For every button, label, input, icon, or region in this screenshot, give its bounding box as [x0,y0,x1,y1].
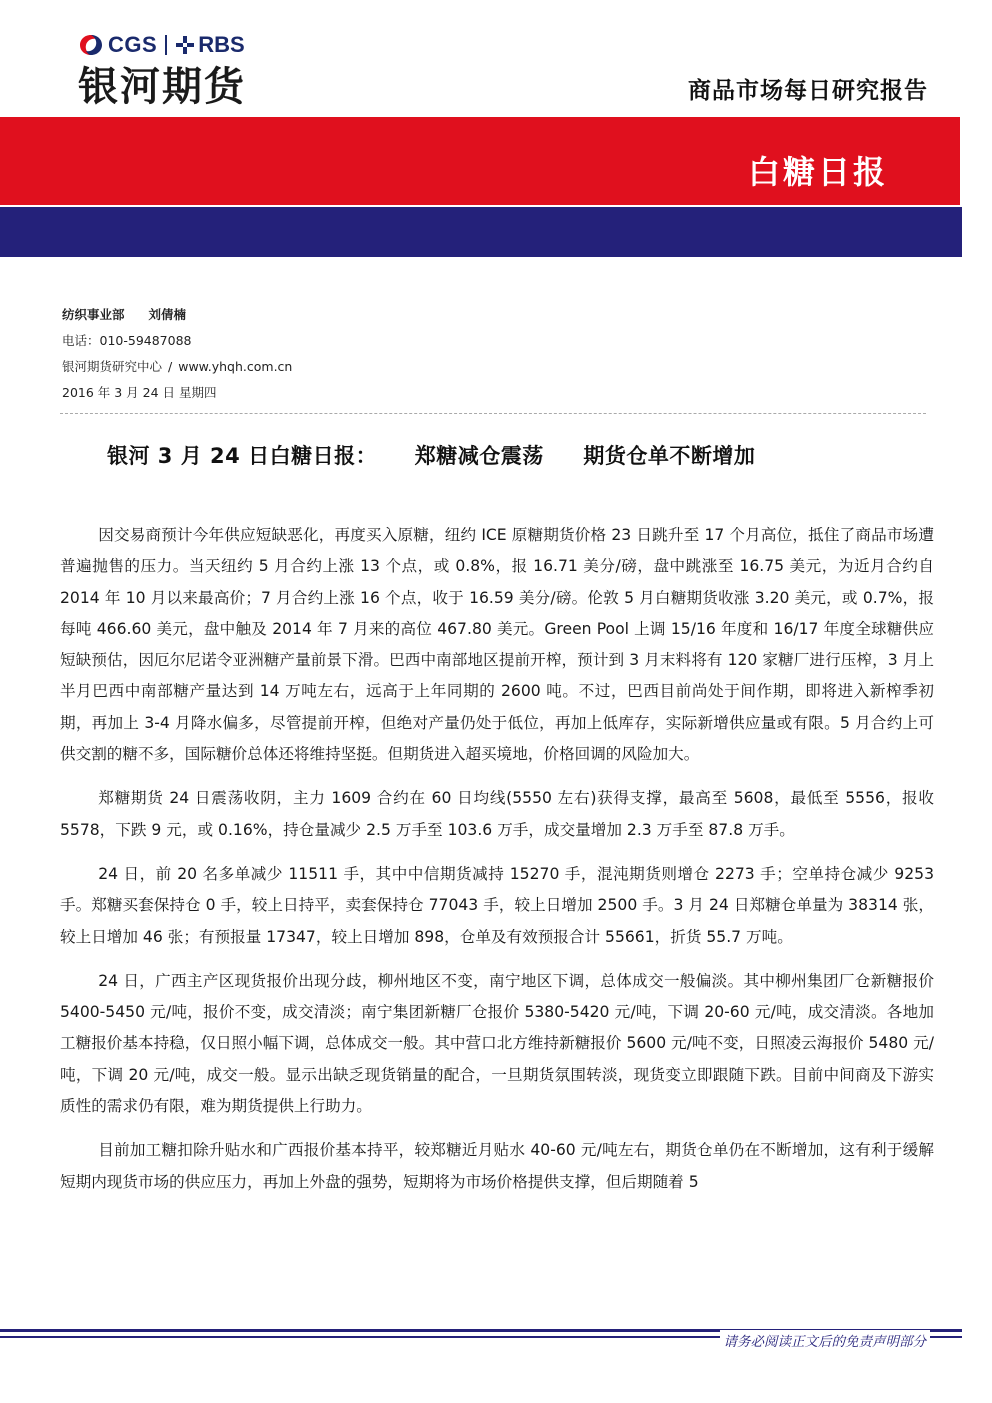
red-title-band [0,117,960,205]
paragraph: 目前加工糖扣除升贴水和广西报价基本持平，较郑糖近月贴水 40-60 元/吨左右，期货仓单仍在不断增加，这有利于缓解短期内现货市场的供应压力，再加上外盘的强势，短期将为市场价格提供支撑，但后期随着 5 [60,1141,934,1191]
phone-row [62,328,292,354]
paragraph: 因交易商预计今年供应短缺恶化，再度买入原糖，纽约 ICE 原糖期货价格 23 日跳升至 17 个月高位，抵住了商品市场遭普遍抛售的压力。当天纽约 5 月合约上涨 13 个点，或 0.8%，报 16.71 美分/磅，盘中跳涨至 16.75 美元，为近月合约自 2014 年 10 月以来最高价；7 月合约上涨 16 个点，收于 16.59 美分/磅。伦敦 5 月白糖期货收涨 3.20 美元，或 0.7%，报每吨 466.60 美元，盘中触及 2014 年 7 月来的高位 467.80 美元。Green Pool 上调 15/16 年度和 16/17 年度全球糖供应短缺预估，因厄尔尼诺令亚洲糖产量前景下滑。巴西中南部地区提前开榨，预计到 3 月末料将有 120 家糖厂进行压榨，3 月上半月巴西中南部糖产量达到 14 万吨左右，远高于上年同期的 2600 吨。不过，巴西目前尚处于间作期，即将进入新榨季初期，再加上 3-4 月降水偏多，尽管提前开榨，但绝对产量仍处于低位，再加上低库存，实际新增供应量或有限。5 月合约上可供交割的糖不多，国际糖价总体还将维持坚挺。但期货进入超买境地，价格回调的风险加大。 [60,526,934,764]
website-link[interactable]: www.yhqh.com.cn [178,359,293,374]
disclaimer-note: 请务必阅读正文后的免责声明部分 [720,1330,931,1350]
date-row [62,380,292,406]
report-name: 白糖日报 [747,153,888,191]
center-row: 银河期货研究中心 / www.yhqh.com.cn [62,354,292,380]
rbs-mark-icon [175,35,195,55]
navy-band [0,207,962,257]
logo-english-row [78,30,278,60]
paragraph: 24 日，前 20 名多单减少 11511 手，其中中信期货减持 15270 手，混沌期货则增仓 2273 手；空单持仓减少 9253 手。郑糖买套保持仓 0 手，较上日持平，卖套保持仓 77043 手，较上日增加 2500 手。3 月 24 日郑糖仓单量为 38314 张，较上日增加 46 张；有预报量 17347，较上日增加 898，仓单及有效预报合计 55661，折货 55.7 万吨。 [60,864,934,946]
article-headline [107,440,755,470]
logo-separator [165,35,167,55]
paragraph: 郑糖期货 24 日震荡收阴，主力 1609 合约在 60 日均线(5550 左右)获得支撑，最高至 5608，最低至 5556，报收 5578，下跌 9 元，或 0.16%，持仓量减少 2.5 万手至 103.6 万手，成交量增加 2.3 万手至 87.8 万手。 [60,789,934,839]
research-center: 银河期货研究中心 [62,359,163,374]
logo-rbs-text: RBS [198,32,245,57]
logo-chinese-name: 银河期货 [78,64,246,110]
analyst-name: 刘倩楠 [148,307,187,322]
logo-cgs-text: CGS [108,32,158,57]
headline-part-2: 郑糖减仓震荡 [414,444,544,468]
cgs-swirl-icon [78,33,104,57]
headline-part-3: 期货仓单不断增加 [583,444,756,468]
department: 纺织事业部 [62,307,125,322]
divider [60,413,926,414]
report-date: 2016 年 3 月 24 日 星期四 [62,385,217,400]
paragraph: 24 日，广西主产区现货报价出现分歧，柳州地区不变，南宁地区下调，总体成交一般偏淡。其中柳州集团厂仓新糖报价 5400-5450 元/吨，报价不变，成交清淡；南宁集团新糖厂仓报价 5380-5420 元/吨，下调 20-60 元/吨，成交清淡。各地加工糖报价基本持稳，仅日照小幅下调，总体成交一般。其中营口北方维持新糖报价 5600 元/吨不变，日照凌云海报价 5480 元/吨，下调 20 元/吨，成交一般。显示出缺乏现货销量的配合，一旦期货氛围转淡，现货变立即跟随下跌。目前中间商及下游实质性的需求仍有限，难为期货提供上行助力。 [60,971,934,1116]
company-logo [78,30,278,120]
author-info [62,302,292,406]
phone: 电话：010-59487088 [62,333,192,348]
report-type-title: 商品市场每日研究报告 [688,78,928,104]
article-body [60,520,934,1211]
headline-part-1: 银河 3 月 24 日白糖日报： [107,444,378,468]
author-row [62,302,292,328]
